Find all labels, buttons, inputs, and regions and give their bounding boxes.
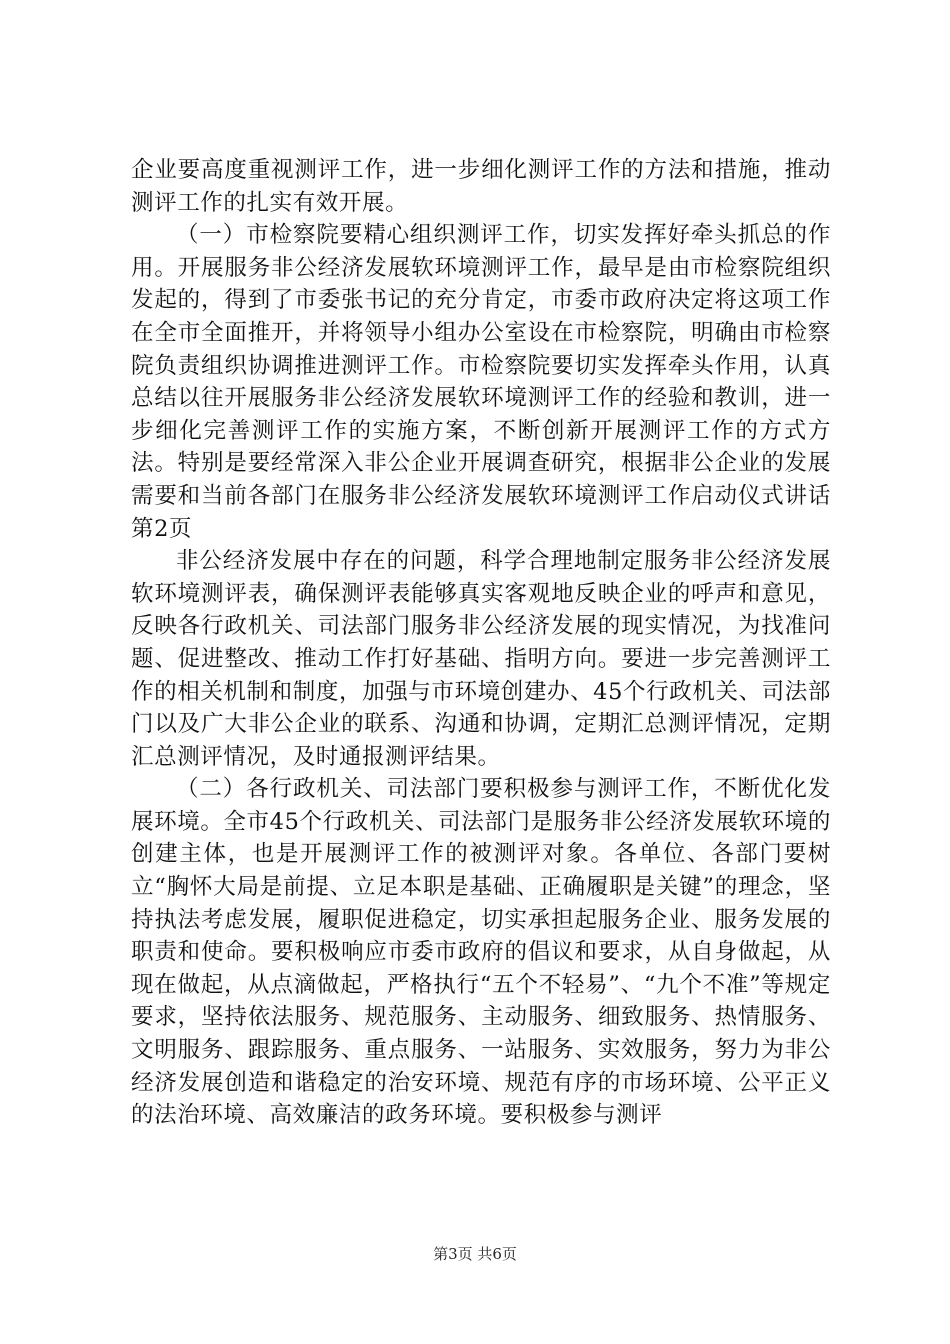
paragraph-4: （二）各行政机关、司法部门要积极参与测评工作，不断优化发展环境。全市45个行政机关、司法部门是服务非公经济发展软环境的创建主体，也是开展测评工作的被测评对象。各单位、各部门要树立“胸怀大局是前提、立足本职是基础、正确履职是关键”的理念，坚持执法考虑发展，履职促进稳定，切实承担起服务企业、服务发展的职责和使命。要积极响应市委市政府的倡议和要求，从自身做起，从现在做起，从点滴做起，严格执行“五个不轻易”、“九个不准”等规定要求，坚持依法服务、规范服务、主动服务、细致服务、热情服务、文明服务、跟踪服务、重点服务、一站服务、实效服务，努力为非公经济发展创造和谐稳定的治安环境、规范有序的市场环境、公平正义的法治环境、高效廉洁的政务环境。要积极参与测评 <box>131 776 831 1129</box>
paragraph-1: 企业要高度重视测评工作，进一步细化测评工作的方法和措施，推动测评工作的扎实有效开展。 <box>131 157 831 216</box>
page-footer: 第3页 共6页 <box>433 1245 517 1263</box>
paragraph-2: （一）市检察院要精心组织测评工作，切实发挥好牵头抓总的作用。开展服务非公经济发展软环境测评工作，最早是由市检察院组织发起的，得到了市委张书记的充分肯定，市委市政府决定将这项工作在全市全面推开，并将领导小组办公室设在市检察院，明确由市检察院负责组织协调推进测评工作。市检察院要切实发挥牵头作用，认真总结以往开展服务非公经济发展软环境测评工作的经验和教训，进一步细化完善测评工作的实施方案，不断创新开展测评工作的方式方法。特别是要经常深入非公企业开展调查研究，根据非公企业的发展需要和当前各部门在服务非公经济发展软环境测评工作启动仪式讲话第2页 <box>131 222 831 542</box>
paragraph-3: 非公经济发展中存在的问题，科学合理地制定服务非公经济发展软环境测评表，确保测评表能够真实客观地反映企业的呼声和意见，反映各行政机关、司法部门服务非公经济发展的现实情况，为找准问题、促进整改、推动工作打好基础、指明方向。要进一步完善测评工作的相关机制和制度，加强与市环境创建办、45个行政机关、司法部门以及广大非公企业的联系、沟通和协调，定期汇总测评情况，定期汇总测评情况，及时通报测评结果。 <box>131 548 831 770</box>
body-text <box>131 154 831 1132</box>
